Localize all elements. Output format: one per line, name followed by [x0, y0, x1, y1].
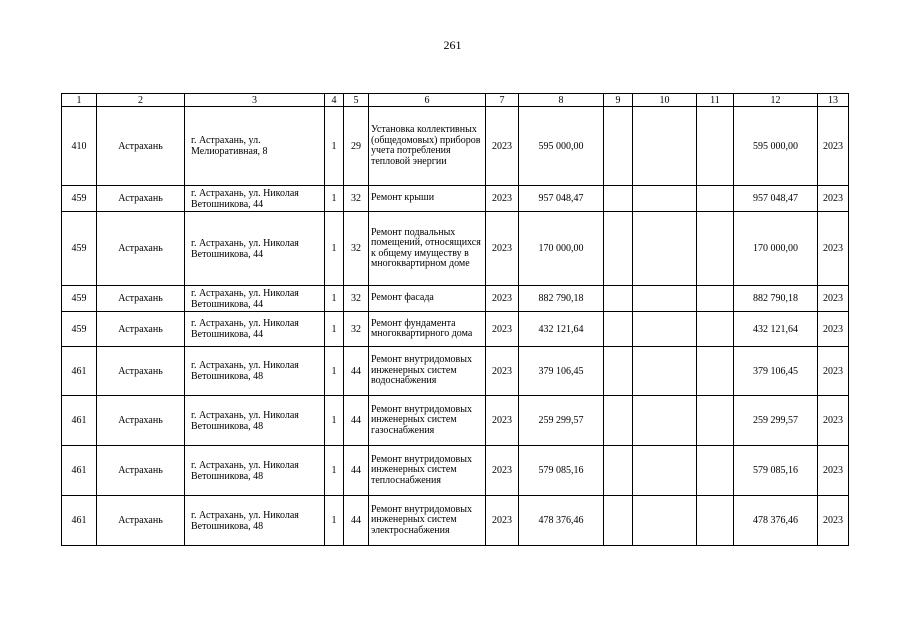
cell-cost: 478 376,46 — [519, 496, 604, 546]
cell-col4: 1 — [325, 312, 344, 347]
cell-col5: 44 — [344, 347, 369, 396]
cell-col5: 44 — [344, 496, 369, 546]
cell-municipality: Астрахань — [97, 396, 185, 446]
cell-col5: 32 — [344, 186, 369, 212]
cell-number: 461 — [62, 496, 97, 546]
cell-col11 — [697, 186, 734, 212]
cell-year: 2023 — [486, 186, 519, 212]
cell-municipality: Астрахань — [97, 496, 185, 546]
cell-col5: 32 — [344, 212, 369, 286]
cell-address: г. Астрахань, ул. Николая Ветошникова, 44 — [185, 212, 325, 286]
column-header: 4 — [325, 94, 344, 107]
table-row — [62, 496, 849, 546]
cell-col11 — [697, 107, 734, 186]
column-header: 6 — [369, 94, 486, 107]
cell-col10 — [633, 186, 697, 212]
cell-end-year: 2023 — [818, 446, 849, 496]
cell-address: г. Астрахань, ул. Николая Ветошникова, 44 — [185, 286, 325, 312]
cell-col4: 1 — [325, 347, 344, 396]
cell-cost: 882 790,18 — [519, 286, 604, 312]
cell-cost: 957 048,47 — [519, 186, 604, 212]
page-number: 261 — [443, 38, 462, 52]
cell-col10 — [633, 286, 697, 312]
cell-address: г. Астрахань, ул. Николая Ветошникова, 48 — [185, 496, 325, 546]
column-header: 10 — [633, 94, 697, 107]
table-row — [62, 347, 849, 396]
cell-work-type: Ремонт внутридомовых инженерных систем водоснабжения — [369, 347, 486, 396]
column-header: 3 — [185, 94, 325, 107]
cell-total: 882 790,18 — [734, 286, 818, 312]
column-header: 8 — [519, 94, 604, 107]
cell-address: г. Астрахань, ул. Мелиоративная, 8 — [185, 107, 325, 186]
cell-number: 461 — [62, 396, 97, 446]
cell-col10 — [633, 212, 697, 286]
column-header: 12 — [734, 94, 818, 107]
cell-col10 — [633, 312, 697, 347]
cell-work-type: Ремонт крыши — [369, 186, 486, 212]
cell-col9 — [604, 107, 633, 186]
cell-col9 — [604, 347, 633, 396]
cell-year: 2023 — [486, 312, 519, 347]
cell-col11 — [697, 396, 734, 446]
cell-col11 — [697, 312, 734, 347]
cell-cost: 170 000,00 — [519, 212, 604, 286]
column-header: 13 — [818, 94, 849, 107]
table-row — [62, 286, 849, 312]
cell-col9 — [604, 212, 633, 286]
column-number-row — [62, 94, 849, 107]
column-header: 5 — [344, 94, 369, 107]
cell-work-type: Ремонт фасада — [369, 286, 486, 312]
cell-year: 2023 — [486, 107, 519, 186]
cell-col11 — [697, 496, 734, 546]
cell-end-year: 2023 — [818, 347, 849, 396]
cell-work-type: Ремонт внутридомовых инженерных систем теплоснабжения — [369, 446, 486, 496]
cell-year: 2023 — [486, 396, 519, 446]
cell-col10 — [633, 396, 697, 446]
cell-work-type: Ремонт внутридомовых инженерных систем электроснабжения — [369, 496, 486, 546]
cell-number: 410 — [62, 107, 97, 186]
cell-municipality: Астрахань — [97, 446, 185, 496]
cell-col11 — [697, 347, 734, 396]
table-row — [62, 446, 849, 496]
cell-work-type: Установка коллективных (общедомовых) приборов учета потребления тепловой энергии — [369, 107, 486, 186]
table-body — [62, 107, 849, 546]
register-table — [61, 93, 849, 546]
cell-total: 595 000,00 — [734, 107, 818, 186]
cell-year: 2023 — [486, 286, 519, 312]
cell-col10 — [633, 107, 697, 186]
column-header: 1 — [62, 94, 97, 107]
cell-end-year: 2023 — [818, 212, 849, 286]
table-row — [62, 107, 849, 186]
cell-municipality: Астрахань — [97, 107, 185, 186]
cell-col4: 1 — [325, 496, 344, 546]
cell-col9 — [604, 186, 633, 212]
cell-col4: 1 — [325, 446, 344, 496]
cell-end-year: 2023 — [818, 286, 849, 312]
column-header: 7 — [486, 94, 519, 107]
cell-total: 478 376,46 — [734, 496, 818, 546]
cell-cost: 259 299,57 — [519, 396, 604, 446]
column-header: 11 — [697, 94, 734, 107]
cell-col11 — [697, 446, 734, 496]
cell-work-type: Ремонт подвальных помещений, относящихся к общему имуществу в многоквартирном доме — [369, 212, 486, 286]
cell-number: 461 — [62, 446, 97, 496]
table-row — [62, 186, 849, 212]
cell-col4: 1 — [325, 107, 344, 186]
cell-number: 459 — [62, 312, 97, 347]
cell-end-year: 2023 — [818, 496, 849, 546]
cell-number: 461 — [62, 347, 97, 396]
column-header: 2 — [97, 94, 185, 107]
cell-municipality: Астрахань — [97, 212, 185, 286]
cell-work-type: Ремонт внутридомовых инженерных систем газоснабжения — [369, 396, 486, 446]
cell-total: 579 085,16 — [734, 446, 818, 496]
cell-address: г. Астрахань, ул. Николая Ветошникова, 48 — [185, 446, 325, 496]
cell-address: г. Астрахань, ул. Николая Ветошникова, 44 — [185, 312, 325, 347]
cell-end-year: 2023 — [818, 396, 849, 446]
table-row — [62, 312, 849, 347]
cell-end-year: 2023 — [818, 186, 849, 212]
cell-col10 — [633, 446, 697, 496]
cell-address: г. Астрахань, ул. Николая Ветошникова, 44 — [185, 186, 325, 212]
cell-col4: 1 — [325, 396, 344, 446]
cell-work-type: Ремонт фундамента многоквартирного дома — [369, 312, 486, 347]
cell-cost: 595 000,00 — [519, 107, 604, 186]
cell-total: 432 121,64 — [734, 312, 818, 347]
cell-col4: 1 — [325, 286, 344, 312]
cell-end-year: 2023 — [818, 107, 849, 186]
cell-col5: 29 — [344, 107, 369, 186]
cell-cost: 432 121,64 — [519, 312, 604, 347]
cell-year: 2023 — [486, 496, 519, 546]
cell-municipality: Астрахань — [97, 347, 185, 396]
cell-col5: 32 — [344, 312, 369, 347]
cell-col9 — [604, 286, 633, 312]
cell-number: 459 — [62, 286, 97, 312]
cell-year: 2023 — [486, 212, 519, 286]
cell-col9 — [604, 312, 633, 347]
cell-col9 — [604, 446, 633, 496]
table-row — [62, 396, 849, 446]
cell-col5: 32 — [344, 286, 369, 312]
cell-col4: 1 — [325, 212, 344, 286]
cell-col5: 44 — [344, 396, 369, 446]
cell-col4: 1 — [325, 186, 344, 212]
cell-municipality: Астрахань — [97, 312, 185, 347]
cell-col10 — [633, 496, 697, 546]
cell-address: г. Астрахань, ул. Николая Ветошникова, 48 — [185, 347, 325, 396]
cell-col11 — [697, 212, 734, 286]
cell-col11 — [697, 286, 734, 312]
column-header: 9 — [604, 94, 633, 107]
cell-total: 170 000,00 — [734, 212, 818, 286]
cell-number: 459 — [62, 186, 97, 212]
cell-total: 957 048,47 — [734, 186, 818, 212]
cell-year: 2023 — [486, 446, 519, 496]
cell-municipality: Астрахань — [97, 286, 185, 312]
cell-year: 2023 — [486, 347, 519, 396]
cell-end-year: 2023 — [818, 312, 849, 347]
table-row — [62, 212, 849, 286]
cell-col9 — [604, 396, 633, 446]
cell-col5: 44 — [344, 446, 369, 496]
cell-number: 459 — [62, 212, 97, 286]
cell-cost: 379 106,45 — [519, 347, 604, 396]
cell-col10 — [633, 347, 697, 396]
cell-total: 259 299,57 — [734, 396, 818, 446]
cell-address: г. Астрахань, ул. Николая Ветошникова, 48 — [185, 396, 325, 446]
cell-cost: 579 085,16 — [519, 446, 604, 496]
cell-municipality: Астрахань — [97, 186, 185, 212]
cell-total: 379 106,45 — [734, 347, 818, 396]
cell-col9 — [604, 496, 633, 546]
